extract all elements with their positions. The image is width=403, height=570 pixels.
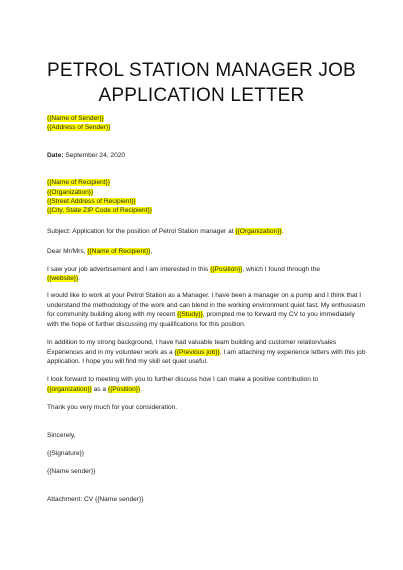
para4-organization: {{organization}} bbox=[47, 385, 92, 393]
letter-body bbox=[47, 114, 367, 504]
para1-website: {{website}} bbox=[47, 275, 79, 283]
name-sender: {{Name sender}} bbox=[47, 468, 96, 476]
attachment-line: Attachment: CV {{Name sender}} bbox=[47, 495, 144, 503]
recipient-name: {{Name of Recipient}} bbox=[47, 179, 111, 187]
sender-address: {{Address of Sender}} bbox=[47, 124, 111, 132]
sender-block bbox=[47, 114, 367, 133]
title-line-1: PETROL STATION MANAGER JOB bbox=[47, 60, 356, 81]
date-line bbox=[47, 151, 367, 160]
title-line-2: APPLICATION LETTER bbox=[98, 85, 305, 106]
signature: {{Signature}} bbox=[47, 449, 85, 457]
para4-position: {{Position}} bbox=[107, 385, 141, 393]
paragraph-2: I would like to work at your Petrol Station as a Manager. I have been a manager on a pump and I think that I understand the methodology of the work and can blend in the working environment quiet fast. My enthusiasm for community building along with my recent {{Study}}, prompted me to forward my CV to you immediately with the hope of further discussing my qualifications for this position. bbox=[47, 292, 366, 328]
date-label: Date: bbox=[47, 151, 64, 159]
para3-previous-job: {{Previous job}} bbox=[174, 348, 220, 356]
thanks-line: Thank you very much for your consideration. bbox=[47, 404, 178, 412]
subject-organization: {{Organization}} bbox=[235, 227, 282, 235]
paragraph-1: I saw your job advertisement and I am interested in this {{Position}}, which I found through the {{website}}. bbox=[47, 265, 321, 283]
paragraph-3: In addition to my strong background, I have had valuable team building and customer relation/sales Experiences and in my volunteer work as a {{Previous job}}. I am attaching my experience letters with this job application. I hope you will find my skill set quiet useful. bbox=[47, 339, 366, 365]
recipient-city: {{City, State ZIP Code of Recipient}} bbox=[47, 207, 152, 215]
para1-position: {{Position}} bbox=[210, 265, 243, 273]
greeting-recipient: {{Name of Recipient}} bbox=[87, 248, 151, 256]
para2-study: {{Study}} bbox=[177, 311, 203, 319]
subject-line: Subject: Application for the position of Petrol Station manager at {{Organization}}. bbox=[47, 227, 284, 235]
recipient-street: {{Street Address of Recipient}} bbox=[47, 198, 136, 206]
recipient-block bbox=[47, 178, 367, 216]
recipient-organization: {{Organization}} bbox=[47, 188, 94, 196]
closing: Sincerely, bbox=[47, 431, 76, 439]
sender-name: {{Name of Sender}} bbox=[47, 115, 104, 122]
document-title bbox=[0, 58, 403, 108]
date-value: September 24, 2020 bbox=[65, 151, 126, 159]
greeting: Dear Mr/Mrs, {{Name of Recipient}}, bbox=[47, 248, 153, 256]
paragraph-4: I look forward to meeting with you to further discuss how I can make a positive contribution to {{organization}} as a {{Position}}. bbox=[47, 376, 319, 393]
